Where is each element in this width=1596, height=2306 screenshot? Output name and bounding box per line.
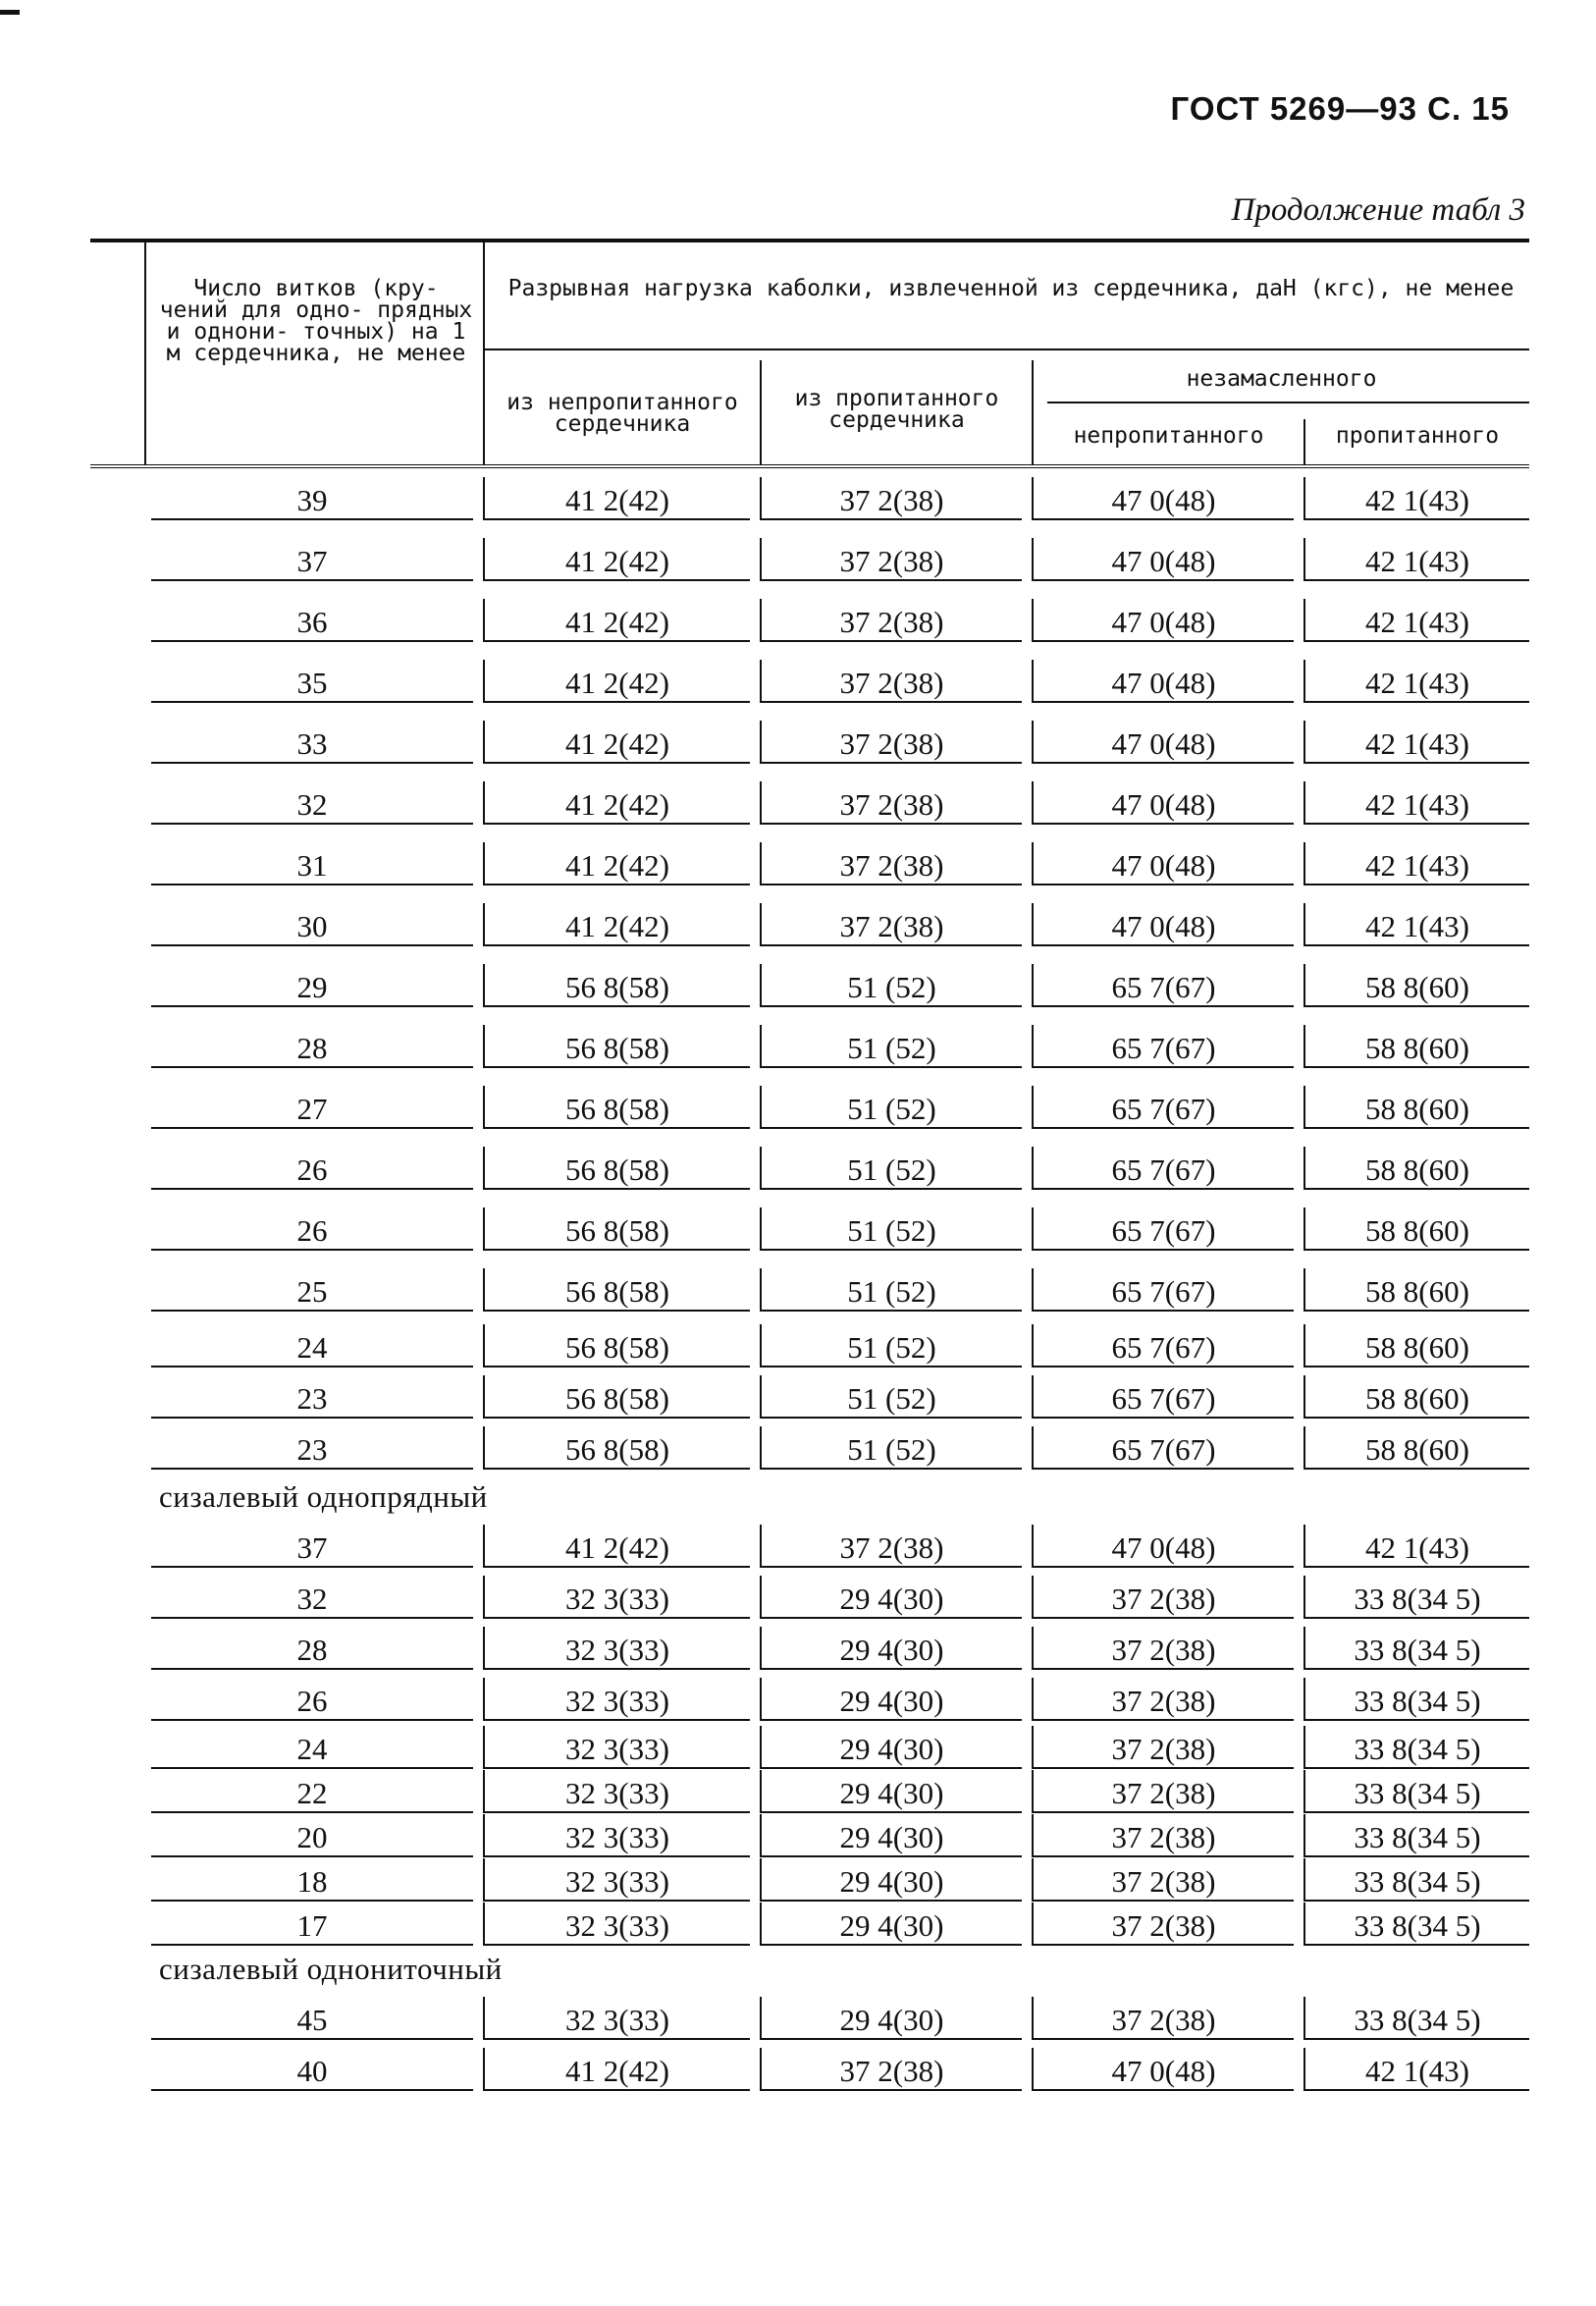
table-row xyxy=(90,1769,1529,1813)
unimpregnated-core-load: 56 8(58) xyxy=(483,1268,750,1312)
unimpregnated-core-load: 41 2(42) xyxy=(483,842,750,885)
col-header-unoiled-impregnated: пропитанного xyxy=(1335,423,1500,449)
unimpregnated-core-load: 41 2(42) xyxy=(483,781,750,825)
unoiled-impregnated-load: 42 1(43) xyxy=(1303,842,1529,885)
twists-value: 40 xyxy=(151,2048,473,2091)
table-row xyxy=(90,1725,1529,1769)
impregnated-core-load: 29 4(30) xyxy=(760,1627,1022,1670)
twists-value: 24 xyxy=(151,1324,473,1368)
unimpregnated-core-load: 56 8(58) xyxy=(483,1375,750,1419)
unimpregnated-core-load: 41 2(42) xyxy=(483,477,750,520)
unoiled-unimpregnated-load: 65 7(67) xyxy=(1032,1207,1294,1251)
unoiled-impregnated-load: 42 1(43) xyxy=(1303,538,1529,581)
unimpregnated-core-load: 56 8(58) xyxy=(483,1086,750,1129)
breaking-load-table xyxy=(90,239,1529,2095)
unoiled-unimpregnated-load: 65 7(67) xyxy=(1032,1375,1294,1419)
col-header-unoiled-unimpregnated: непропитанного xyxy=(1073,423,1264,449)
impregnated-core-load: 29 4(30) xyxy=(760,1770,1022,1813)
unoiled-impregnated-load: 33 8(34 5) xyxy=(1303,1903,1529,1946)
unoiled-unimpregnated-load: 37 2(38) xyxy=(1032,1678,1294,1721)
unimpregnated-core-load: 56 8(58) xyxy=(483,1426,750,1470)
unoiled-impregnated-load: 42 1(43) xyxy=(1303,2048,1529,2091)
unoiled-unimpregnated-load: 65 7(67) xyxy=(1032,964,1294,1007)
twists-value: 26 xyxy=(151,1207,473,1251)
unoiled-impregnated-load: 58 8(60) xyxy=(1303,1207,1529,1251)
table-body xyxy=(90,468,1529,2095)
unimpregnated-core-load: 41 2(42) xyxy=(483,538,750,581)
unoiled-unimpregnated-load: 47 0(48) xyxy=(1032,599,1294,642)
impregnated-core-load: 37 2(38) xyxy=(760,721,1022,764)
unoiled-unimpregnated-load: 47 0(48) xyxy=(1032,781,1294,825)
header-rule xyxy=(483,349,1529,350)
twists-value: 32 xyxy=(151,781,473,825)
table-row xyxy=(90,955,1529,1016)
impregnated-core-load: 51 (52) xyxy=(760,1025,1022,1068)
twists-value: 20 xyxy=(151,1814,473,1857)
unoiled-impregnated-load: 33 8(34 5) xyxy=(1303,1726,1529,1769)
unoiled-impregnated-load: 33 8(34 5) xyxy=(1303,1576,1529,1619)
twists-value: 23 xyxy=(151,1426,473,1470)
unimpregnated-core-load: 41 2(42) xyxy=(483,1525,750,1568)
twists-value: 33 xyxy=(151,721,473,764)
twists-value: 17 xyxy=(151,1903,473,1946)
table-row xyxy=(90,1320,1529,1371)
table-continuation-label: Продолжение табл 3 xyxy=(1231,192,1525,228)
impregnated-core-load: 29 4(30) xyxy=(760,1576,1022,1619)
table-row xyxy=(90,1902,1529,1946)
unoiled-unimpregnated-load: 37 2(38) xyxy=(1032,1858,1294,1902)
twists-value: 22 xyxy=(151,1770,473,1813)
section-label: сизалевый однониточный xyxy=(159,1952,503,1986)
unimpregnated-core-load: 32 3(33) xyxy=(483,1726,750,1769)
impregnated-core-load: 37 2(38) xyxy=(760,1525,1022,1568)
unimpregnated-core-load: 41 2(42) xyxy=(483,2048,750,2091)
table-row xyxy=(90,833,1529,894)
impregnated-core-load: 51 (52) xyxy=(760,1426,1022,1470)
unoiled-impregnated-load: 58 8(60) xyxy=(1303,1324,1529,1368)
unoiled-unimpregnated-load: 65 7(67) xyxy=(1032,1086,1294,1129)
twists-value: 45 xyxy=(151,1997,473,2040)
col-header-breaking-load: Разрывная нагрузка каболки, извлеченной из сердечника, даН (кгс), не менее xyxy=(507,276,1515,301)
unoiled-unimpregnated-load: 37 2(38) xyxy=(1032,1576,1294,1619)
unoiled-unimpregnated-load: 65 7(67) xyxy=(1032,1324,1294,1368)
unoiled-unimpregnated-load: 47 0(48) xyxy=(1032,660,1294,703)
unoiled-unimpregnated-load: 47 0(48) xyxy=(1032,477,1294,520)
twists-value: 23 xyxy=(151,1375,473,1419)
table-row xyxy=(90,894,1529,955)
unoiled-impregnated-load: 58 8(60) xyxy=(1303,1086,1529,1129)
impregnated-core-load: 51 (52) xyxy=(760,1147,1022,1190)
unoiled-unimpregnated-load: 65 7(67) xyxy=(1032,1426,1294,1470)
table-row xyxy=(90,468,1529,529)
table-row xyxy=(90,1371,1529,1422)
table-row xyxy=(90,1422,1529,1474)
unimpregnated-core-load: 56 8(58) xyxy=(483,1025,750,1068)
twists-value: 29 xyxy=(151,964,473,1007)
unoiled-impregnated-load: 33 8(34 5) xyxy=(1303,1814,1529,1857)
unoiled-unimpregnated-load: 47 0(48) xyxy=(1032,1525,1294,1568)
unoiled-impregnated-load: 42 1(43) xyxy=(1303,781,1529,825)
twists-value: 28 xyxy=(151,1025,473,1068)
unoiled-impregnated-load: 58 8(60) xyxy=(1303,964,1529,1007)
table-row xyxy=(90,1077,1529,1138)
unoiled-unimpregnated-load: 37 2(38) xyxy=(1032,1627,1294,1670)
unoiled-impregnated-load: 42 1(43) xyxy=(1303,660,1529,703)
impregnated-core-load: 51 (52) xyxy=(760,1207,1022,1251)
unimpregnated-core-load: 41 2(42) xyxy=(483,721,750,764)
table-row xyxy=(90,712,1529,773)
impregnated-core-load: 29 4(30) xyxy=(760,1858,1022,1902)
unoiled-impregnated-load: 58 8(60) xyxy=(1303,1375,1529,1419)
table-row xyxy=(90,1138,1529,1199)
unoiled-impregnated-load: 42 1(43) xyxy=(1303,477,1529,520)
twists-value: 26 xyxy=(151,1147,473,1190)
unimpregnated-core-load: 41 2(42) xyxy=(483,903,750,946)
twists-value: 31 xyxy=(151,842,473,885)
twists-value: 30 xyxy=(151,903,473,946)
unoiled-impregnated-load: 33 8(34 5) xyxy=(1303,1997,1529,2040)
unoiled-impregnated-load: 58 8(60) xyxy=(1303,1147,1529,1190)
impregnated-core-load: 29 4(30) xyxy=(760,1814,1022,1857)
impregnated-core-load: 29 4(30) xyxy=(760,1726,1022,1769)
table-row xyxy=(90,1572,1529,1623)
table-row xyxy=(90,1993,1529,2044)
impregnated-core-load: 37 2(38) xyxy=(760,477,1022,520)
unimpregnated-core-load: 32 3(33) xyxy=(483,1814,750,1857)
unoiled-impregnated-load: 33 8(34 5) xyxy=(1303,1858,1529,1902)
unimpregnated-core-load: 56 8(58) xyxy=(483,1147,750,1190)
twists-value: 39 xyxy=(151,477,473,520)
unimpregnated-core-load: 32 3(33) xyxy=(483,1997,750,2040)
twists-value: 25 xyxy=(151,1268,473,1312)
impregnated-core-load: 37 2(38) xyxy=(760,842,1022,885)
table-row xyxy=(90,1813,1529,1857)
impregnated-core-load: 37 2(38) xyxy=(760,660,1022,703)
impregnated-core-load: 29 4(30) xyxy=(760,1903,1022,1946)
impregnated-core-load: 51 (52) xyxy=(760,964,1022,1007)
unoiled-unimpregnated-load: 37 2(38) xyxy=(1032,1770,1294,1813)
unimpregnated-core-load: 32 3(33) xyxy=(483,1627,750,1670)
table-row xyxy=(90,1016,1529,1077)
twists-value: 28 xyxy=(151,1627,473,1670)
impregnated-core-load: 37 2(38) xyxy=(760,2048,1022,2091)
unoiled-unimpregnated-load: 47 0(48) xyxy=(1032,903,1294,946)
table-row xyxy=(90,529,1529,590)
table-row xyxy=(90,1623,1529,1674)
scan-mark xyxy=(0,10,20,15)
col-header-unoiled: незамасленного xyxy=(1186,366,1377,392)
unimpregnated-core-load: 56 8(58) xyxy=(483,1324,750,1368)
unoiled-unimpregnated-load: 47 0(48) xyxy=(1032,721,1294,764)
impregnated-core-load: 51 (52) xyxy=(760,1268,1022,1312)
unoiled-impregnated-load: 58 8(60) xyxy=(1303,1426,1529,1470)
unimpregnated-core-load: 32 3(33) xyxy=(483,1858,750,1902)
unoiled-unimpregnated-load: 47 0(48) xyxy=(1032,842,1294,885)
twists-value: 26 xyxy=(151,1678,473,1721)
unoiled-unimpregnated-load: 65 7(67) xyxy=(1032,1147,1294,1190)
table-row xyxy=(90,651,1529,712)
unoiled-unimpregnated-load: 37 2(38) xyxy=(1032,1903,1294,1946)
unimpregnated-core-load: 32 3(33) xyxy=(483,1903,750,1946)
twists-value: 37 xyxy=(151,1525,473,1568)
unimpregnated-core-load: 41 2(42) xyxy=(483,660,750,703)
unoiled-unimpregnated-load: 65 7(67) xyxy=(1032,1268,1294,1312)
unoiled-unimpregnated-load: 47 0(48) xyxy=(1032,2048,1294,2091)
table-row xyxy=(90,1674,1529,1725)
col-header-twists: Число витков (кру- чений для одно- прядных и однони- точных) на 1 м сердечника, не менее xyxy=(159,276,473,366)
twists-value: 37 xyxy=(151,538,473,581)
unoiled-unimpregnated-load: 65 7(67) xyxy=(1032,1025,1294,1068)
table-row xyxy=(90,773,1529,833)
unoiled-unimpregnated-load: 47 0(48) xyxy=(1032,538,1294,581)
impregnated-core-load: 37 2(38) xyxy=(760,903,1022,946)
twists-value: 27 xyxy=(151,1086,473,1129)
unoiled-impregnated-load: 42 1(43) xyxy=(1303,599,1529,642)
unoiled-unimpregnated-load: 37 2(38) xyxy=(1032,1726,1294,1769)
unimpregnated-core-load: 32 3(33) xyxy=(483,1678,750,1721)
table-row xyxy=(90,590,1529,651)
col-header-impregnated-core: из пропитанного сердечника xyxy=(794,386,999,433)
impregnated-core-load: 29 4(30) xyxy=(760,1678,1022,1721)
unoiled-impregnated-load: 33 8(34 5) xyxy=(1303,1678,1529,1721)
col-header-unimpregnated-core: из непропитанного сердечника xyxy=(506,390,738,437)
table-header xyxy=(90,242,1529,468)
unoiled-impregnated-load: 42 1(43) xyxy=(1303,1525,1529,1568)
unoiled-impregnated-load: 42 1(43) xyxy=(1303,721,1529,764)
table-row xyxy=(90,1857,1529,1902)
unoiled-impregnated-load: 33 8(34 5) xyxy=(1303,1627,1529,1670)
unimpregnated-core-load: 32 3(33) xyxy=(483,1576,750,1619)
unimpregnated-core-load: 32 3(33) xyxy=(483,1770,750,1813)
impregnated-core-load: 37 2(38) xyxy=(760,599,1022,642)
unimpregnated-core-load: 41 2(42) xyxy=(483,599,750,642)
unimpregnated-core-load: 56 8(58) xyxy=(483,1207,750,1251)
section-label: сизалевый однопрядный xyxy=(159,1479,488,1514)
table-row xyxy=(90,1199,1529,1260)
impregnated-core-load: 51 (52) xyxy=(760,1086,1022,1129)
page-header: ГОСТ 5269—93 С. 15 xyxy=(1170,90,1510,127)
unoiled-unimpregnated-load: 37 2(38) xyxy=(1032,1997,1294,2040)
unimpregnated-core-load: 56 8(58) xyxy=(483,964,750,1007)
unoiled-impregnated-load: 42 1(43) xyxy=(1303,903,1529,946)
twists-value: 35 xyxy=(151,660,473,703)
twists-value: 32 xyxy=(151,1576,473,1619)
header-divider xyxy=(144,242,146,464)
table-row xyxy=(90,1521,1529,1572)
header-rule xyxy=(1047,402,1529,403)
unoiled-impregnated-load: 58 8(60) xyxy=(1303,1025,1529,1068)
twists-value: 18 xyxy=(151,1858,473,1902)
impregnated-core-load: 51 (52) xyxy=(760,1324,1022,1368)
twists-value: 24 xyxy=(151,1726,473,1769)
table-row xyxy=(90,2044,1529,2095)
impregnated-core-load: 37 2(38) xyxy=(760,538,1022,581)
impregnated-core-load: 37 2(38) xyxy=(760,781,1022,825)
table-row xyxy=(90,1260,1529,1320)
unoiled-impregnated-load: 58 8(60) xyxy=(1303,1268,1529,1312)
impregnated-core-load: 29 4(30) xyxy=(760,1997,1022,2040)
unoiled-unimpregnated-load: 37 2(38) xyxy=(1032,1814,1294,1857)
unoiled-impregnated-load: 33 8(34 5) xyxy=(1303,1770,1529,1813)
twists-value: 36 xyxy=(151,599,473,642)
impregnated-core-load: 51 (52) xyxy=(760,1375,1022,1419)
